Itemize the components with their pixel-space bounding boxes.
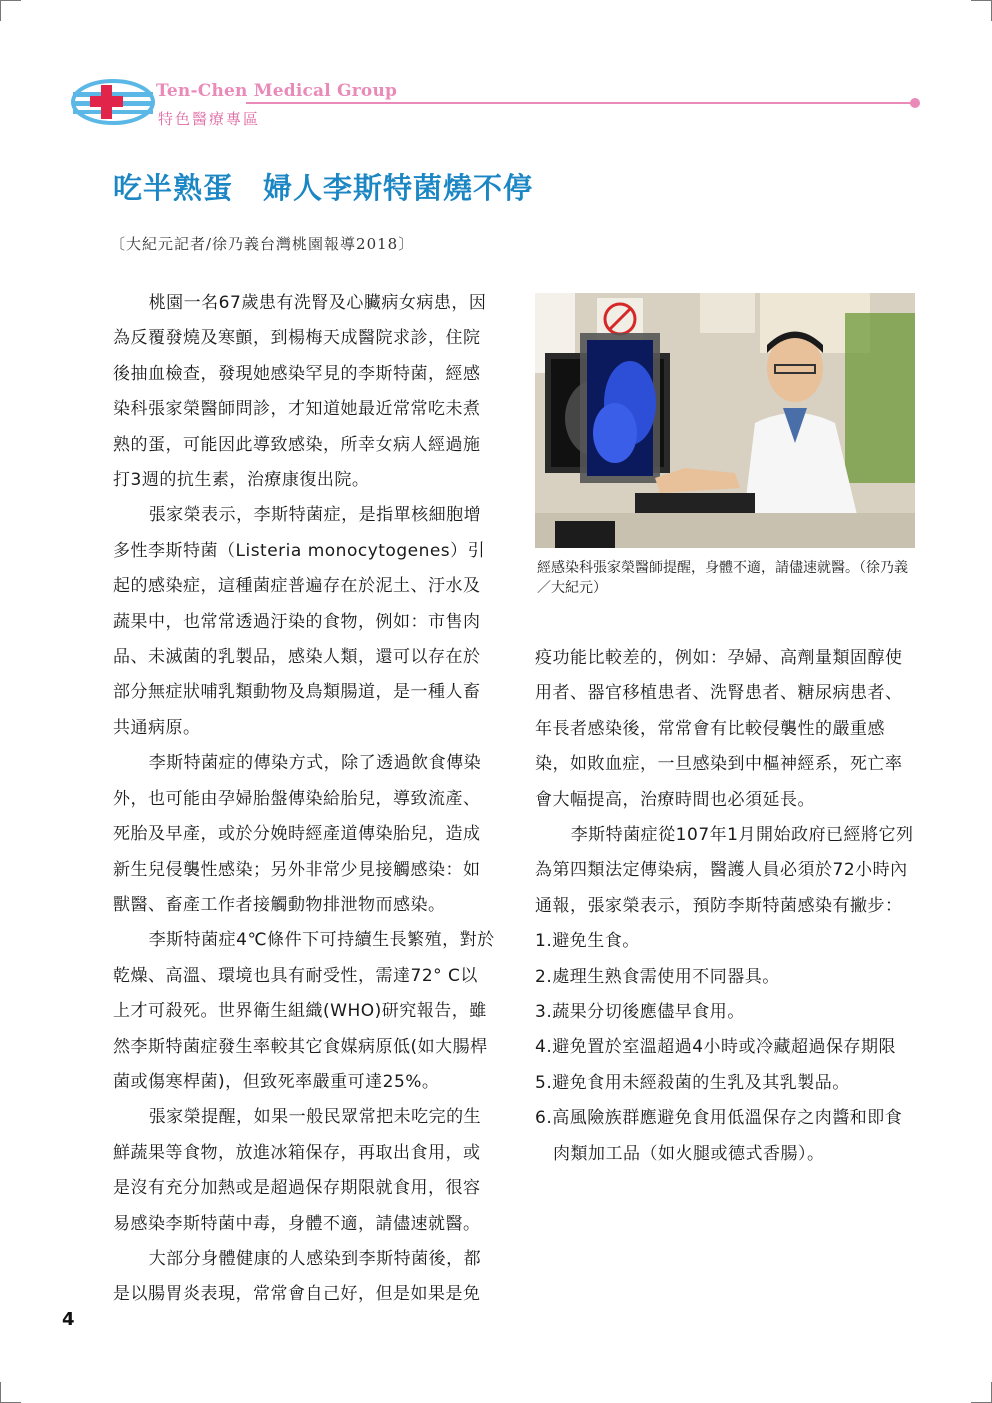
page-corner-mark [971,0,992,21]
paragraph: 桃園一名67歲患有洗腎及心臟病女病患，因為反覆發燒及寒顫，到楊梅天成醫院求診，住院後抽血檢查，發現她感染罕見的李斯特菌，經感染科張家榮醫師問診，才知道她最近常常吃未煮熟的蛋，可能因此導致感染，所幸女病人經過施打3週的抗生素，治療康復出院。 [113,293,487,491]
section-name: 特色醫療專區 [158,110,261,128]
list-item: 5.避免食用未經殺菌的生乳及其乳製品。 [535,1072,850,1093]
paragraph: 張家榮提醒，如果一般民眾常把未吃完的生鮮蔬果等食物，放進冰箱保存，再取出食用，或是沒有充分加熱或是超過保存期限就食用，很容易感染李斯特菌中毒，身體不適，請儘速就醫。 [113,1107,482,1234]
paragraph: 李斯特菌症4℃條件下可持續生長繁殖，對於乾燥、高溫、環境也具有耐受性，需達72° C以上才可殺死。世界衛生組織(WHO)研究報告，雖然李斯特菌症發生率較其它食媒病原低(如大腸桿菌或傷寒桿菌)，但致死率嚴重可達25%。 [113,930,495,1092]
paragraph: 李斯特菌症從107年1月開始政府已經將它列為第四類法定傳染病，醫護人員必須於72小時內通報，張家榮表示，預防李斯特菌感染有撇步： [535,825,914,916]
list-item: 4.避免置於室溫超過4小時或冷藏超過保存期限 [535,1037,897,1058]
page-corner-mark [971,1382,992,1403]
group-name: Ten-Chen Medical Group [156,81,398,101]
page-corner-mark [0,1382,21,1403]
page-corner-mark [0,0,21,21]
article-right-column [535,641,919,1172]
list-item: 6.高風險族群應避免食用低溫保存之肉醬和即食 [535,1108,903,1129]
paragraph: 疫功能比較差的，例如：孕婦、高劑量類固醇使用者、器官移植患者、洗腎患者、糖尿病患者、年長者感染後，常常會有比較侵襲性的嚴重感染，如敗血症，一旦感染到中樞神經系，死亡率會大幅提高，治療時間也必須延長。 [535,648,903,810]
paragraph: 李斯特菌症的傳染方式，除了透過飲食傳染外，也可能由孕婦胎盤傳染給胎兒，導致流產、死胎及早產，或於分娩時經產道傳染胎兒，造成新生兒侵襲性感染；另外非常少見接觸感染：如獸醫、畜產工作者接觸動物排泄物而感染。 [113,753,482,915]
medical-cross-logo-icon [70,78,156,126]
header-divider [246,102,912,104]
list-item-continuation: 肉類加工品（如火腿或德式香腸）。 [553,1143,825,1164]
doctor-photo [535,293,915,548]
article-title: 吃半熟蛋 婦人李斯特菌燒不停 [113,171,534,205]
prevention-list [535,924,919,1172]
paragraph: 大部分身體健康的人感染到李斯特菌後，都是以腸胃炎表現，常常會自己好，但是如果是免 [113,1248,482,1305]
list-item: 2.處理生熟食需使用不同器具。 [535,966,780,987]
article-left-column [113,286,495,1313]
article-byline: 〔大紀元記者/徐乃義台灣桃園報導2018〕 [110,235,415,253]
paragraph: 張家榮表示，李斯特菌症，是指單核細胞增多性李斯特菌（Listeria monocytogenes）引起的感染症，這種菌症普遍存在於泥土、汙水及蔬果中，也常常透過汙染的食物，例如：市售肉品、未滅菌的乳製品，感染人類，還可以存在於部分無症狀哺乳類動物及鳥類腸道，是一種人畜共通病原。 [113,505,486,738]
header-divider-dot [910,98,920,108]
list-item: 3.蔬果分切後應儘早食用。 [535,1002,745,1023]
page-number: 4 [62,1309,75,1330]
photo-caption: 經感染科張家榮醫師提醒，身體不適，請儘速就醫。（徐乃義／大紀元） [537,560,908,596]
list-item: 1.避免生食。 [535,931,640,952]
